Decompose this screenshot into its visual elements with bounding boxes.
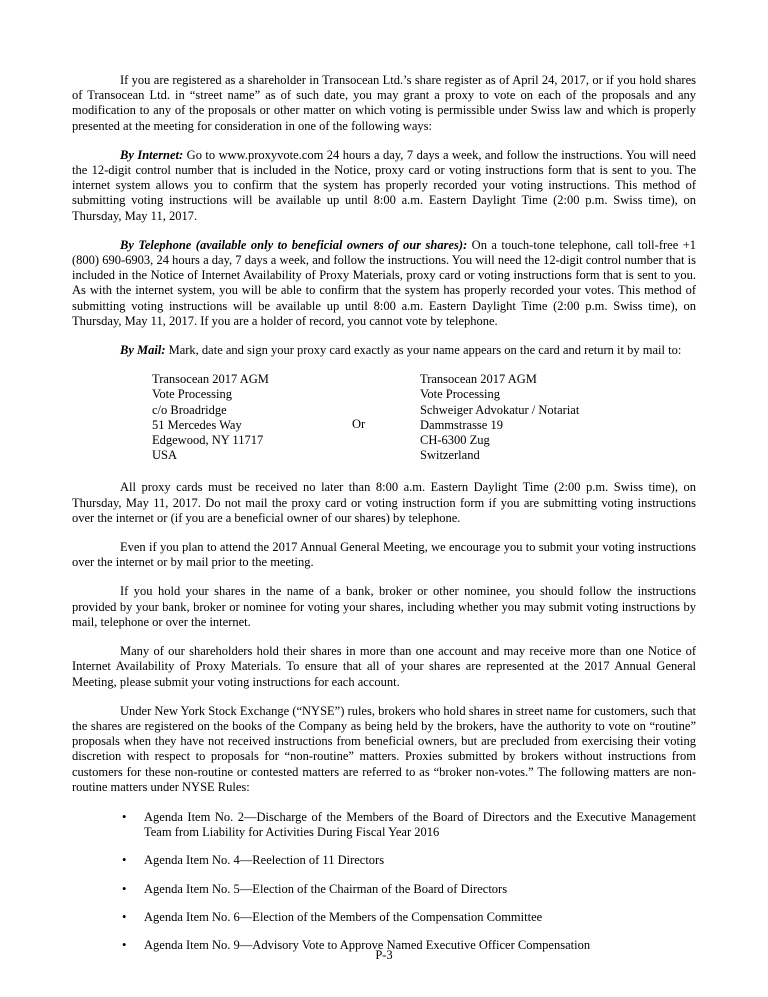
paragraph-bank-broker: If you hold your shares in the name of a bank, broker or other nominee, you should follow the instructions provided by your bank, broker or nominee for voting your shares, including whether you may submit voting instructions by mail, telephone or over the internet.: [72, 584, 696, 629]
by-telephone-text: On a touch-tone telephone, call toll-free +1 (800) 690-6903, 24 hours a day, 7 days a week, and follow the instructions. You will need the 12-digit control number that is included in the Notice of Internet Availability of Proxy Materials, proxy card or voting instructions form that is sent to you. As with the internet system, you will be able to confirm that the system has properly recorded your votes. This method of submitting voting instructions will be available up until 8:00 a.m. Eastern Daylight Time (2:00 p.m. Swiss time), on Thursday, May 11, 2017. If you are a holder of record, you cannot vote by telephone.: [72, 237, 696, 328]
paragraph-by-internet: [72, 148, 696, 224]
agenda-item-5: Agenda Item No. 5—Election of the Chairman of the Board of Directors: [144, 881, 508, 896]
paragraph-by-mail: [72, 343, 696, 358]
bullet-icon: •: [122, 909, 127, 924]
address-swiss-line: CH-6300 Zug: [420, 433, 490, 448]
by-internet-lead: By Internet:: [120, 147, 184, 162]
address-swiss-line: Switzerland: [420, 448, 480, 463]
agenda-item-4: Agenda Item No. 4—Reelection of 11 Directors: [144, 853, 385, 868]
list-item: [122, 810, 696, 840]
mailing-addresses: [152, 372, 696, 463]
agenda-item-6: Agenda Item No. 6—Election of the Members of the Compensation Committee: [144, 909, 543, 924]
list-item: [122, 853, 696, 868]
bullet-icon: •: [122, 809, 127, 824]
by-mail-text: Mark, date and sign your proxy card exactly as your name appears on the card and return it by mail to:: [165, 343, 682, 358]
agenda-items-list: [122, 810, 696, 953]
address-swiss: [420, 372, 579, 463]
agenda-item-2: Agenda Item No. 2—Discharge of the Members of the Board of Directors and the Executive Management Team from Liability for Activities During Fiscal Year 2016: [144, 809, 696, 840]
address-us-line: Edgewood, NY 11717: [152, 433, 264, 448]
list-item: [122, 882, 696, 897]
bullet-icon: •: [122, 881, 127, 896]
by-telephone-lead: By Telephone (available only to beneficial owners of our shares):: [120, 237, 468, 252]
address-swiss-line: Schweiger Advokatur / Notariat: [420, 402, 580, 417]
address-us-line: c/o Broadridge: [152, 402, 227, 417]
address-swiss-line: Dammstrasse 19: [420, 417, 503, 432]
paragraph-nyse-rules: Under New York Stock Exchange (“NYSE”) rules, brokers who hold shares in street name for customers, such that the shares are registered on the books of the Company as being held by the brokers, have the authority to vote on “routine” proposals when they have not received instructions from beneficial owners, but are precluded from exercising their voting discretion with respect to proposals for “non-routine” matters. Proxies submitted by brokers without instructions from customers for these non-routine or contested matters are referred to as “broker non-votes.” The following matters are non-routine matters under NYSE Rules:: [72, 703, 696, 794]
address-us-line: USA: [152, 448, 178, 463]
paragraph-even-if-attend: Even if you plan to attend the 2017 Annual General Meeting, we encourage you to submit your voting instructions over the internet or by mail prior to the meeting.: [72, 540, 696, 570]
address-us-line: Vote Processing: [152, 387, 232, 402]
document-body: [72, 73, 696, 966]
address-or-label: Or: [352, 417, 366, 432]
paragraph-intro: If you are registered as a shareholder in Transocean Ltd.’s share register as of April 24, 2017, or if you hold shares of Transocean Ltd. in “street name” as of such date, you may grant a proxy to vote on each of the proposals and any modification to any of the proposals or other matter on which voting is permissible under Swiss law and which is properly presented at the meeting for consideration in one of the following ways:: [72, 73, 696, 133]
paragraph-all-proxy-cards: All proxy cards must be received no later than 8:00 a.m. Eastern Daylight Time (2:00 p.m. Swiss time), on Thursday, May 11, 2017. Do not mail the proxy card or voting instruction form if you are submitting voting instructions over the internet or (if you are a beneficial owner of our shares) by telephone.: [72, 480, 696, 525]
by-internet-text: Go to www.proxyvote.com 24 hours a day, 7 days a week, and follow the instructions. You will need the 12-digit control number that is included in the Notice, proxy card or voting instructions form that is sent to you. The internet system allows you to confirm that the system has properly recorded your voting instructions. This method of submitting voting instructions will be available up until 8:00 a.m. Eastern Daylight Time (2:00 p.m. Swiss time), on Thursday, May 11, 2017.: [72, 147, 696, 223]
address-swiss-line: Transocean 2017 AGM: [420, 372, 537, 387]
address-us-line: Transocean 2017 AGM: [152, 372, 269, 387]
bullet-icon: •: [122, 937, 127, 952]
list-item: [122, 910, 696, 925]
paragraph-by-telephone: [72, 238, 696, 329]
page-number: P-3: [375, 948, 393, 962]
agenda-item-9: Agenda Item No. 9—Advisory Vote to Approve Named Executive Officer Compensation: [144, 937, 591, 952]
address-us-line: 51 Mercedes Way: [152, 417, 242, 432]
paragraph-multiple-accounts: Many of our shareholders hold their shares in more than one account and may receive more than one Notice of Internet Availability of Proxy Materials. To ensure that all of your shares are represented at the 2017 Annual General Meeting, please submit your voting instructions for each account.: [72, 644, 696, 689]
bullet-icon: •: [122, 853, 127, 868]
address-swiss-line: Vote Processing: [420, 387, 500, 402]
by-mail-lead: By Mail:: [120, 343, 166, 358]
address-us: [152, 372, 352, 463]
